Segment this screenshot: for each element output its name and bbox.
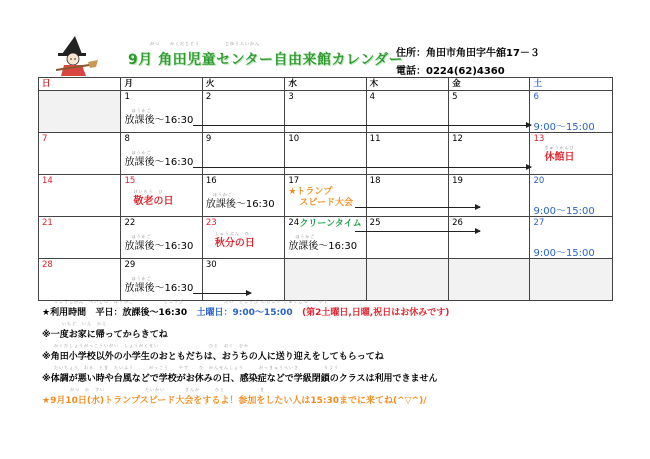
day-cell-saturday [530, 217, 613, 259]
day-number: 13 [533, 134, 545, 144]
day-number: 3 [288, 92, 294, 102]
day-cell-sunday [39, 175, 121, 217]
day-number: 8 [124, 134, 130, 144]
page-title: 9月 角田児童センター自由来館カレンダー [128, 52, 404, 68]
weekday-tue: 火 [202, 78, 284, 91]
day-cell [449, 175, 530, 217]
day-cell [285, 217, 366, 259]
event-after-school: 放課後～16:30 [124, 115, 194, 126]
day-cell [202, 175, 284, 217]
day-cell [202, 133, 284, 175]
day-cell [285, 175, 366, 217]
day-number: 22 [124, 218, 136, 228]
hours-ruby: りようじかん へいじつ ほうかご どようび だい どようび にちよう しゅくじつ やす [54, 299, 329, 304]
day-cell [366, 91, 448, 133]
title-ruby: がつ かくだじどう じゆうらいかん [150, 41, 260, 46]
day-number: 26 [452, 218, 463, 228]
day-cell-empty [39, 91, 121, 133]
event-closed: 休館日 [544, 152, 575, 163]
saturday-hours: 9:00～15:00 [533, 122, 595, 133]
day-cell [202, 91, 284, 133]
day-cell-saturday [530, 133, 613, 175]
event-ruby: ほうかご [131, 234, 152, 239]
event-after-school: 放課後～16:30 [205, 199, 275, 210]
note2-ruby: かくだしょうがっこういがい しょうがくせい ひと おく むか [54, 343, 249, 348]
day-cell-empty [366, 259, 448, 301]
day-cell-sunday [39, 217, 121, 259]
event-after-school: 放課後～16:30 [124, 157, 194, 168]
saturday-hours: 9:00～15:00 [533, 248, 595, 259]
closed-ruby: きゅうかんび [544, 145, 575, 150]
day-cell-sunday [39, 259, 121, 301]
day-cell [285, 133, 366, 175]
event-after-school: 放課後～16:30 [124, 283, 194, 294]
phone-number: 電話：0224(62)4360 [396, 66, 505, 77]
day-number: 16 [205, 176, 217, 186]
day-cell-saturday [530, 91, 613, 133]
holiday-ruby: けいろう ひ [133, 189, 164, 194]
day-number: 10 [288, 134, 300, 144]
event-autumn-equinox: 秋分の日 [214, 238, 255, 249]
day-cell-sunday [39, 133, 121, 175]
week-row [39, 91, 613, 133]
event-ruby: ほうかご [131, 276, 152, 281]
mascot-illustration [52, 34, 98, 80]
day-cell [121, 133, 202, 175]
day-number: 1 [124, 92, 130, 102]
event-after-school: 放課後～16:30 [124, 241, 194, 252]
day-cell [121, 259, 202, 301]
event-after-school: 放課後～16:30 [288, 241, 358, 252]
weekday-fri: 金 [449, 78, 530, 91]
day-number: 2 [205, 92, 212, 102]
note1-ruby: いちど いえ かえ [62, 321, 107, 326]
day-number: 4 [369, 92, 376, 102]
day-number: 27 [533, 218, 545, 228]
day-cell-empty [530, 259, 613, 301]
day-number: 9 [205, 134, 212, 144]
hours-line [42, 305, 449, 318]
event-respect-aged-day: 敬老の日 [133, 196, 174, 207]
day-cell [121, 217, 202, 259]
day-number: 24 [288, 218, 300, 228]
event-ruby: ほうかご [295, 234, 316, 239]
day-number: 20 [533, 176, 545, 186]
hours-saturday: 土曜日：9:00～15:00 [196, 308, 293, 318]
day-cell [121, 91, 202, 133]
note-trump-event: ★9月10日(水)トランプスピード大会をするよ！参加をしたい人は15:30までに来てね(^▽^)/ [42, 396, 427, 406]
saturday-hours: 9:00～15:00 [533, 206, 595, 217]
day-number: 19 [452, 176, 463, 186]
day-cell [449, 91, 530, 133]
day-number: 23 [205, 218, 217, 228]
day-number: 28 [42, 260, 53, 270]
event-trump-line2: スピード大会 [299, 198, 353, 208]
week-row [39, 259, 613, 301]
day-number: 21 [42, 218, 53, 228]
note4-ruby: がつ か すい たいかい さんか ひと き [70, 387, 265, 392]
day-cell [285, 91, 366, 133]
week-row [39, 217, 613, 259]
day-number: 30 [205, 260, 217, 270]
hours-weekday: 平日：放課後～16:30 [95, 308, 188, 318]
day-number: 17 [288, 176, 300, 186]
calendar-grid [38, 77, 613, 301]
hours-label: ★利用時間 [42, 308, 87, 318]
note-other-schools: ※角田小学校以外の小学生のおともだちは、おうちの人に送り迎えをしてもらってね [42, 352, 384, 362]
day-number: 11 [369, 134, 381, 144]
day-number: 5 [452, 92, 458, 102]
note-go-home-first: ※一度お家に帰ってからきてね [42, 330, 168, 340]
week-row [39, 175, 613, 217]
day-cell-saturday [530, 175, 613, 217]
day-number: 29 [124, 260, 136, 270]
weekday-sun: 日 [39, 78, 121, 91]
day-cell-empty [285, 259, 366, 301]
day-cell-empty [449, 259, 530, 301]
week-row [39, 133, 613, 175]
weekday-mon: 月 [121, 78, 202, 91]
note-closures: ※体調が悪い時や台風などで学校がお休みの日、感染症などで学級閉鎖のクラスは利用できません [42, 374, 438, 384]
weekday-header-row [39, 78, 613, 91]
event-ruby: ほうかご [212, 192, 233, 197]
day-cell-holiday [202, 217, 284, 259]
event-clean-time: クリーンタイム [299, 219, 362, 229]
day-number: 25 [369, 218, 381, 228]
day-cell [449, 217, 530, 259]
event-ruby: ほうかご [131, 108, 152, 113]
event-ruby: ほうかご [131, 150, 152, 155]
weekday-wed: 水 [285, 78, 366, 91]
day-cell [366, 133, 448, 175]
address: 住所：角田市角田字牛舘17－３ [396, 48, 540, 59]
day-cell [449, 133, 530, 175]
weekday-thu: 木 [366, 78, 448, 91]
day-number: 15 [124, 176, 136, 186]
day-number: 6 [533, 92, 539, 102]
day-cell [202, 259, 284, 301]
day-number: 18 [369, 176, 381, 186]
hours-closed: (第2土曜日,日曜,祝日はお休みです) [302, 308, 450, 318]
day-number: 14 [42, 176, 53, 186]
note3-ruby: たいちょう わる とき たいふう がっこう やす ひ かんせんしょう がっきゅうへいさ りよう [54, 365, 339, 370]
holiday-ruby: しゅうぶん ひ [214, 231, 250, 236]
weekday-sat: 土 [530, 78, 613, 91]
day-cell [366, 217, 448, 259]
day-number: 7 [42, 134, 48, 144]
day-cell [366, 175, 448, 217]
day-number: 12 [452, 134, 463, 144]
event-trump-line1: ★トランプ [288, 187, 333, 197]
day-cell-holiday [121, 175, 202, 217]
